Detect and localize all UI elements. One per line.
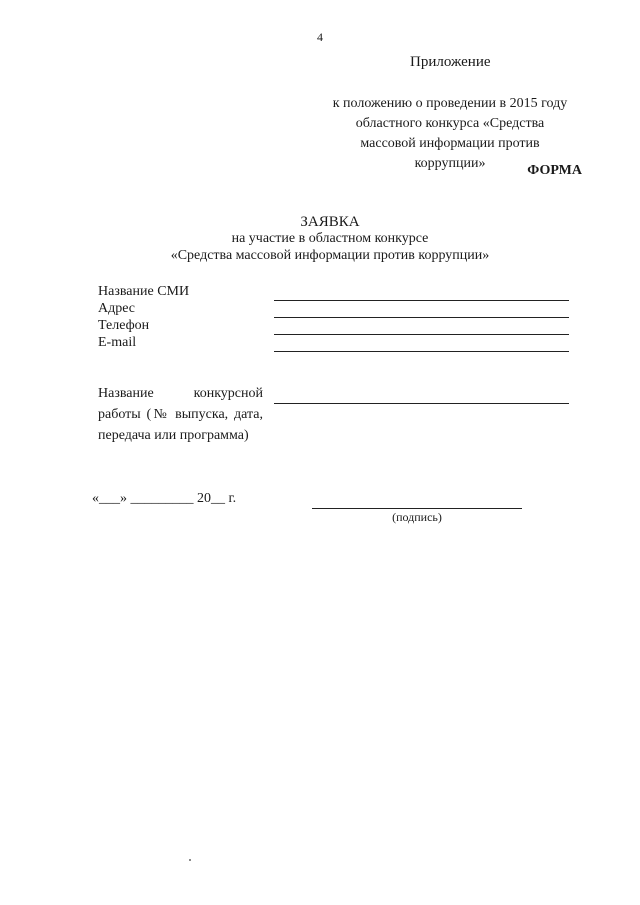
date-line[interactable]: «___» _________ 20__ г. — [92, 491, 237, 506]
work-title-field[interactable] — [274, 403, 569, 404]
phone-label: Телефон — [98, 318, 150, 333]
application-subtitle: на участие в областном конкурсе — [231, 231, 429, 246]
media-name-field[interactable] — [274, 300, 569, 301]
appendix-reference-line: к положению о проведении в 2015 году — [332, 96, 568, 111]
appendix-reference-line: массовой информации против — [360, 136, 540, 151]
address-label: Адрес — [98, 301, 136, 316]
scan-speck — [189, 859, 191, 861]
signature-caption: (подпись) — [392, 510, 442, 524]
appendix-reference — [300, 94, 600, 174]
email-label: E-mail — [98, 335, 137, 350]
appendix-reference-line: областного конкурса «Средства — [355, 116, 545, 131]
phone-field[interactable] — [274, 334, 569, 335]
work-title-label: Название конкурсной работы (№ выпуска, дата, передача или программа) — [98, 386, 263, 443]
form-label: ФОРМА — [527, 163, 582, 178]
address-field[interactable] — [274, 317, 569, 318]
media-name-label: Название СМИ — [98, 284, 190, 299]
appendix-title: Приложение — [410, 54, 491, 70]
signature-field[interactable] — [312, 508, 522, 509]
application-title: ЗАЯВКА — [300, 214, 360, 230]
contest-name: «Средства массовой информации против коррупции» — [170, 248, 490, 263]
appendix-reference-line: коррупции» — [414, 156, 486, 171]
page-number: 4 — [317, 30, 323, 44]
email-field[interactable] — [274, 351, 569, 352]
